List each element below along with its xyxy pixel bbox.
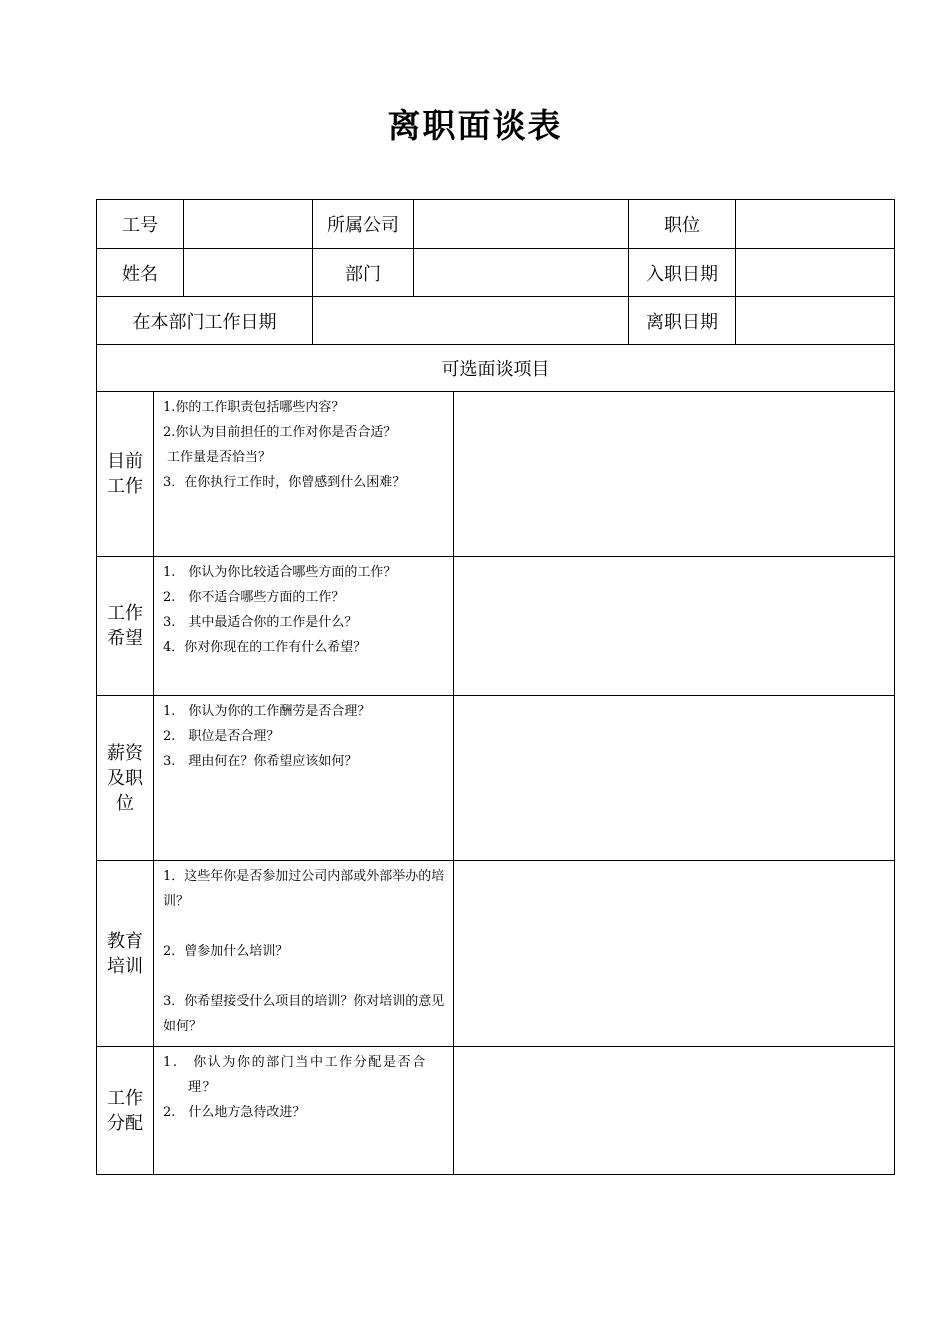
section-label-text: 薪资及职位 <box>107 742 143 814</box>
section-label-work-allocation <box>96 1046 154 1175</box>
section-label-current-work <box>96 391 154 557</box>
optional-section-title: 可选面谈项目 <box>96 344 895 392</box>
section-label-training <box>96 860 154 1047</box>
question: 1．这些年你是否参加过公司内部或外部举办的培训？ <box>163 869 445 909</box>
question: 4．你对你现在的工作有什么希望？ <box>163 640 367 655</box>
question: 3．在你执行工作时，你曾感到什么困难？ <box>163 475 406 490</box>
question: 1.你的工作职责包括哪些内容？ <box>163 400 345 415</box>
answer-salary-position[interactable] <box>453 695 895 861</box>
question: 工作量是否恰当？ <box>167 450 272 465</box>
company-label: 所属公司 <box>312 199 414 249</box>
employee-id-label: 工号 <box>96 199 184 249</box>
position-label: 职位 <box>628 199 736 249</box>
section-label-work-hope <box>96 556 154 696</box>
questions-work-allocation <box>153 1046 454 1175</box>
question: 2. 什么地方急待改进？ <box>163 1105 306 1120</box>
department-field[interactable] <box>413 248 629 297</box>
answer-work-hope[interactable] <box>453 556 895 696</box>
questions-salary-position <box>153 695 454 861</box>
department-label: 部门 <box>312 248 414 297</box>
questions-current-work <box>153 391 454 557</box>
name-label: 姓名 <box>96 248 184 297</box>
dept-work-date-field[interactable] <box>312 296 629 345</box>
question: 3. 理由何在？你希望应该如何？ <box>163 754 358 769</box>
question: 3. 其中最适合你的工作是什么？ <box>163 615 358 630</box>
answer-training[interactable] <box>453 860 895 1047</box>
question: 2. 职位是否合理？ <box>163 729 280 744</box>
section-label-text: 工作希望 <box>107 603 143 649</box>
questions-work-hope <box>153 556 454 696</box>
question: 1. 你认为你的工作酬劳是否合理？ <box>163 704 371 719</box>
question: 1. 你认为你比较适合哪些方面的工作？ <box>163 565 397 580</box>
question: 1. 你认为你的部门当中工作分配是否合理？ <box>163 1055 427 1095</box>
leave-date-field[interactable] <box>735 296 895 345</box>
hire-date-label: 入职日期 <box>628 248 736 297</box>
leave-date-label: 离职日期 <box>628 296 736 345</box>
section-label-text: 教育培训 <box>107 930 143 977</box>
section-label-salary-position <box>96 695 154 861</box>
question: 2.你认为目前担任的工作对你是否合适？ <box>163 425 397 440</box>
form-title: 离职面谈表 <box>387 106 563 145</box>
question: 3．你希望接受什么项目的培训？你对培训的意见如何？ <box>163 994 445 1034</box>
answer-work-allocation[interactable] <box>453 1046 895 1175</box>
employee-id-field[interactable] <box>183 199 313 249</box>
questions-training <box>153 860 454 1047</box>
section-label-text: 目前工作 <box>107 451 143 497</box>
question: 2．曾参加什么培训？ <box>163 944 289 959</box>
name-field[interactable] <box>183 248 313 297</box>
hire-date-field[interactable] <box>735 248 895 297</box>
dept-work-date-label: 在本部门工作日期 <box>96 296 313 345</box>
answer-current-work[interactable] <box>453 391 895 557</box>
question: 2. 你不适合哪些方面的工作？ <box>163 590 345 605</box>
company-field[interactable] <box>413 199 629 249</box>
position-field[interactable] <box>735 199 895 249</box>
section-label-text: 工作分配 <box>107 1087 143 1134</box>
